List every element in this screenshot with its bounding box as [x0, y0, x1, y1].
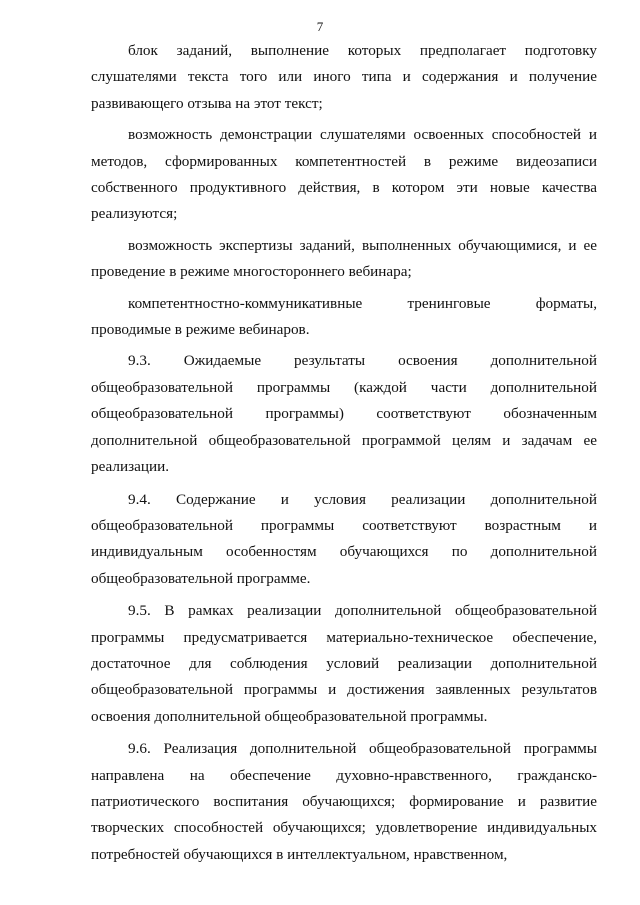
clause-9-5: 9.5. В рамках реализации дополнительной общеобразовательной программы предусматривается материально-техническое обеспечение, достаточное для соблюдения условий реализации дополнительной общеобразовательной программы и достижения заявленных результатов освоения дополнительной общеобразовательной программы. — [91, 602, 597, 725]
clause-9-6: 9.6. Реализация дополнительной общеобразовательной программы направлена на обеспечение духовно-нравственного, гражданско-патриотического воспитания обучающихся; формирование и развитие творческих способностей обучающихся; удовлетворение индивидуальных потребностей обучающихся в интеллектуальном, нравственном, — [91, 740, 597, 863]
document-body — [91, 38, 597, 874]
page-number: 7 — [316, 19, 324, 34]
list-item-expertise-webinar: возможность экспертизы заданий, выполненных обучающимися, и ее проведение в режиме многостороннего вебинара; — [91, 236, 597, 281]
clause-9-3: 9.3. Ожидаемые результаты освоения дополнительной общеобразовательной программы (каждой части дополнительной общеобразовательной программы) соответствуют обозначенным дополнительной общеобразовательной программой целям и задачам ее реализации. — [91, 352, 597, 476]
clause-9-4: 9.4. Содержание и условия реализации дополнительной общеобразовательной программы соответствуют возрастным и индивидуальным особенностям обучающихся по дополнительной общеобразовательной программе. — [91, 490, 597, 587]
list-item-text-task-block: блок заданий, выполнение которых предполагает подготовку слушателями текста того или иного типа и содержания и получение развивающего отзыва на этот текст; — [91, 42, 597, 112]
list-item-training-formats: компетентностно-коммуникативные тренинговые форматы, проводимые в режиме вебинаров. — [91, 294, 597, 339]
list-item-video-demonstration: возможность демонстрации слушателями освоенных способностей и методов, сформированных компетентностей в режиме видеозаписи собственного продуктивного действия, в котором эти новые качества реализуются; — [91, 126, 597, 223]
